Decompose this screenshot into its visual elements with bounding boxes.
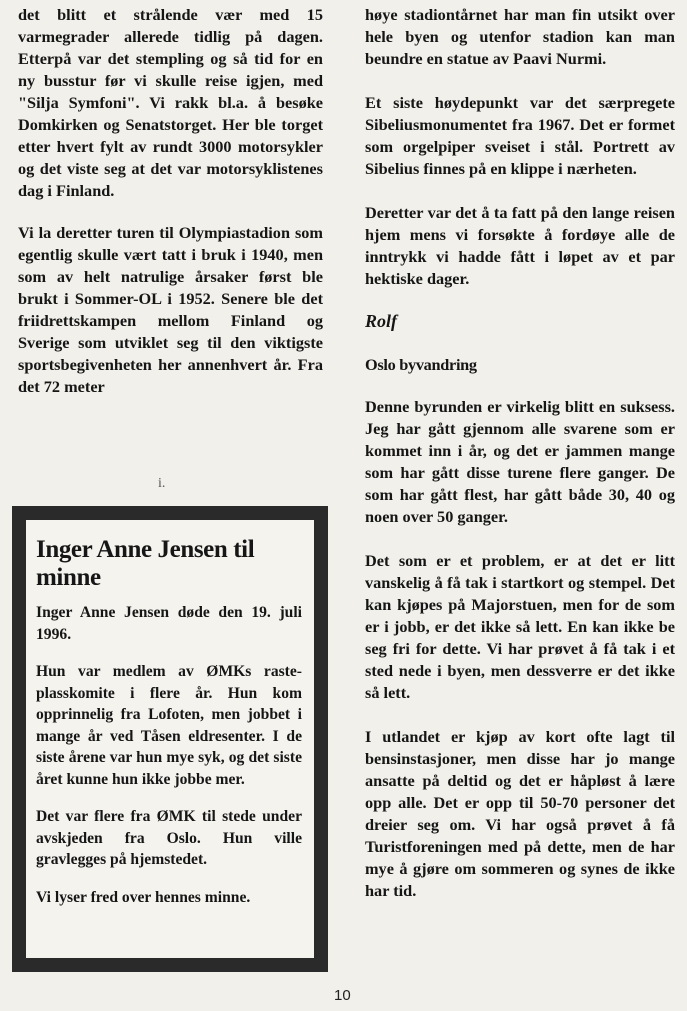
article-paragraph: Deretter var det å ta fatt på den lange reisen hjem mens vi forsøkte å fordøye alle de inntrykk vi hadde fått i løpet av et par hektiske dager.: [365, 203, 675, 288]
memorial-paragraph: Det var flere fra ØMK til stede under avskjeden fra Oslo. Hun ville gravlegges på hjemstedet.: [36, 808, 302, 868]
article-paragraph: I utlandet er kjøp av kort ofte lagt til bensinstasjoner, men disse har jo mange ansatte på deltid og det er håpløst å lære opp alle. Det er opp til 50-70 personer det dreier seg om. Vi har også prøvet å få Turistforeningen med på dette, men de har mye å gjøre om sommeren og synes de ikke har tid.: [365, 727, 675, 900]
article-headline: Oslo byvandring: [365, 355, 477, 374]
memorial-paragraph: Hun var medlem av ØMKs raste-plasskomite i flere år. Hun kom opprinnelig fra Lofoten, men jobbet i mange år ved Tåsen eldresenter. I de siste årene var hun mye syk, og det siste året kunne hun ikke jobbe mer.: [36, 663, 302, 788]
memorial-content: [26, 520, 314, 958]
memorial-paragraph: Vi lyser fred over hennes minne.: [36, 888, 251, 906]
memorial-title: Inger Anne Jensen til minne: [36, 536, 255, 591]
article-paragraph: det blitt et strålende vær med 15 varmegrader allerede tidlig på dagen. Etterpå var det stempling og så tid for en ny busstur før vi skulle reise igjen, med "Silja Symfoni". Vi rakk bl.a. å besøke Domkirken og Senatstorget. Her ble torget etter hvert fylt av rundt 3000 motorsykler og det viste seg at det var motorsyklistenes dag i Finland.: [18, 5, 323, 200]
article-paragraph: Det som er et problem, er at det er litt vanskelig å få tak i startkort og stempel. Det kan kjøpes på Majorstuen, men for de som er i jobb, er det ikke så lett. En kan ikke be seg fri for dette. Vi har prøvet å få tak i et sted nede i byen, men dessverre er det ikke så lett.: [365, 551, 675, 702]
stray-mark: i.: [158, 476, 166, 491]
article-paragraph: Et siste høydepunkt var det særpregete Sibeliusmonumentet fra 1967. Det er formet som orgelpiper sveiset i stål. Portrett av Sibelius finnes på en klippe i nærheten.: [365, 93, 675, 178]
left-column: [18, 4, 323, 398]
page-number: 10: [334, 987, 351, 1004]
article-paragraph: høye stadiontårnet har man fin utsikt over hele byen og utenfor stadion kan man beundre en statue av Paavi Nurmi.: [365, 5, 675, 68]
memorial-paragraph: Inger Anne Jensen døde den 19. juli 1996.: [36, 604, 302, 643]
right-column: [365, 4, 675, 902]
memorial-box: [12, 506, 328, 972]
article-paragraph: Vi la deretter turen til Olympiastadion som egentlig skulle vært tatt i bruk i 1940, men som av helt natrulige årsaker først ble brukt i Sommer-OL i 1952. Senere ble det friidrettskampen mellom Finland og Sverige som utviklet seg til den viktigste sportsbegivenheten her annenhvert år. Fra det 72 meter: [18, 223, 323, 396]
author-signature: Rolf: [365, 311, 398, 331]
article-paragraph: Denne byrunden er virkelig blitt en suksess. Jeg har gått gjennom alle svarene som er kommet inn i år, og det er jammen mange som har gått disse turene flere ganger. De som har gått flest, har gått både 30, 40 og noen over 50 ganger.: [365, 397, 675, 526]
